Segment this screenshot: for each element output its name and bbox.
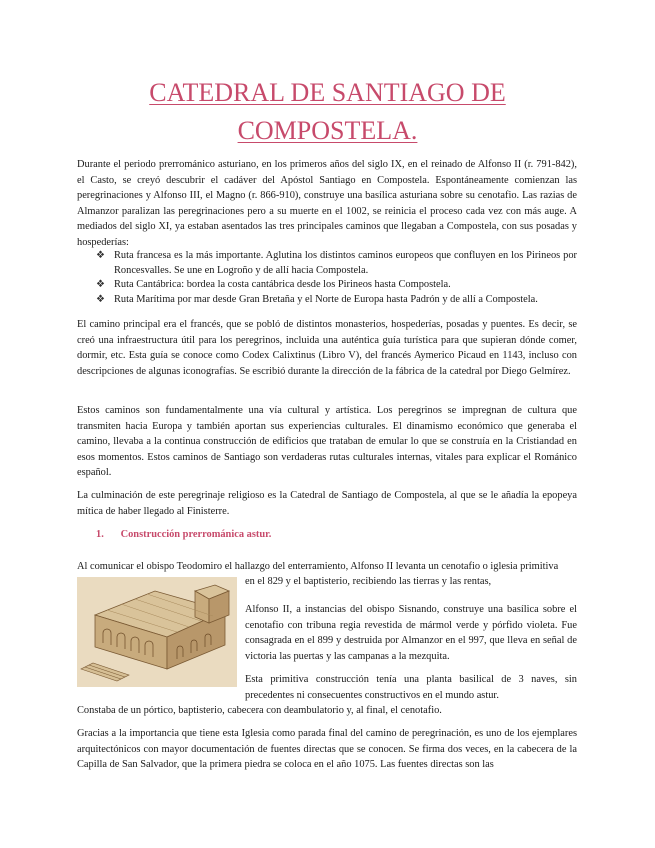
diamond-bullet-icon: ❖ <box>96 293 105 305</box>
title-line-1: CATEDRAL DE SANTIAGO DE <box>149 78 506 107</box>
section-number: 1. <box>96 529 104 540</box>
title-line-2: COMPOSTELA. <box>237 116 418 145</box>
paragraph-camino-frances: El camino principal era el francés, que se pobló de distintos monasterios, hospederías, posadas y puentes. Es decir, se creó una infraestructura útil para los peregrinos, incluida una auténtica guía turística para que supieran dónde comer, dormir, etc. Esta guía se conoce como Codex Calixtinus (Libro V), del francés Aymerico Picaud en 1143, incluso con descripciones de algunas iconografías. Se escribió durante la dirección de la fábrica de la catedral por Diego Gelmírez. <box>77 319 577 377</box>
routes-list <box>96 249 577 307</box>
diamond-bullet-icon: ❖ <box>96 250 105 261</box>
paragraph-caminos-culturales: Estos caminos son fundamentalmente una vía cultural y artística. Los peregrinos se impregnan de cultura que transmiten hacia Europa y también aportan sus experiencias culturales. El dinamismo económico que generaba el camino, llevaba a la continua construcción de edificios que trataban de emular lo que se construía en la Cristiandad en esos momentos. Estos caminos de Santiago son verdaderas rutas culturales internas, vitales para explicar el Románico español. <box>77 405 577 479</box>
route-text: Ruta Cantábrica: bordea la costa cantábrica desde los Pirineos hasta Compostela. <box>114 279 451 290</box>
intro-paragraph: Durante el periodo prerrománico asturiano, en los primeros años del siglo IX, en el reinado de Alfonso II (r. 791-842), el Casto, se creyó descubrir el cadáver del Apóstol Santiago en Compostela. Espontáneamente comienzan las peregrinaciones y Alfonso III, el Magno (r. 866-910), construye una basílica asturiana sobre su cenotafio. Las razias de Almanzor paralizan las peregrinaciones pero a su muerte en el 1002, se reinicia el proceso cada vez con más auge. A mediados del siglo XI, ya estaban asentados las tres principales caminos que llegaban a Compostela, con sus posadas y hospederías: <box>77 159 577 248</box>
route-text: Ruta Marítima por mar desde Gran Bretaña y el Norte de Europa hasta Padrón y de allí a Compostela. <box>114 293 538 305</box>
paragraph-sisnando: Alfonso II, a instancias del obispo Sisnando, construye una basílica sobre el cenotafio con tribuna regia revestida de mármol verde y pórfido violeta. Fue consagrada en el 899 y destruida por Almanzor en el 997, que lleva en señal de victoria las puertas y las campanas a la mezquita. <box>245 604 577 662</box>
section-heading <box>96 529 271 540</box>
page-title <box>60 74 595 150</box>
diamond-bullet-icon: ❖ <box>96 279 105 290</box>
list-item <box>96 249 577 278</box>
basilica-illustration <box>77 577 237 687</box>
paragraph-culminacion: La culminación de este peregrinaje religioso es la Catedral de Santiago de Compostela, al que se le añadía la epopeya mítica de haber llegado al Finisterre. <box>77 490 577 517</box>
list-item <box>96 278 577 293</box>
list-item <box>96 293 577 308</box>
paragraph-planta-basilical: Esta primitiva construcción tenía una planta basilical de 3 naves, sin precedentes ni consecuentes constructivos en el mundo astur. <box>245 674 577 701</box>
paragraph-portico: Constaba de un pórtico, baptisterio, cabecera con deambulatorio y, al final, el cenotafio. <box>77 705 442 716</box>
paragraph-documentacion: Gracias a la importancia que tiene esta Iglesia como parada final del camino de peregrinación, es uno de los ejemplares arquitectónicos con mayor documentación de fuentes directas que se conocen. Se firma dos veces, en la cabecera de la Capilla de San Salvador, que la primera piedra se coloca en el año 1075. Las fuentes directas son las <box>77 728 577 771</box>
paragraph-teodomiro-line2: en el 829 y el baptisterio, recibiendo las tierras y las rentas, <box>245 576 492 587</box>
route-text: Ruta francesa es la más importante. Aglutina los distintos caminos europeos que confluyen en los Pirineos por Roncesvalles. Se une en Logroño y de allí hacia Compostela. <box>114 250 577 276</box>
paragraph-teodomiro-line1: Al comunicar el obispo Teodomiro el hallazgo del enterramiento, Alfonso II levanta un cenotafio o iglesia primitiva <box>77 561 559 572</box>
section-title: Construcción prerrománica astur. <box>120 529 272 540</box>
